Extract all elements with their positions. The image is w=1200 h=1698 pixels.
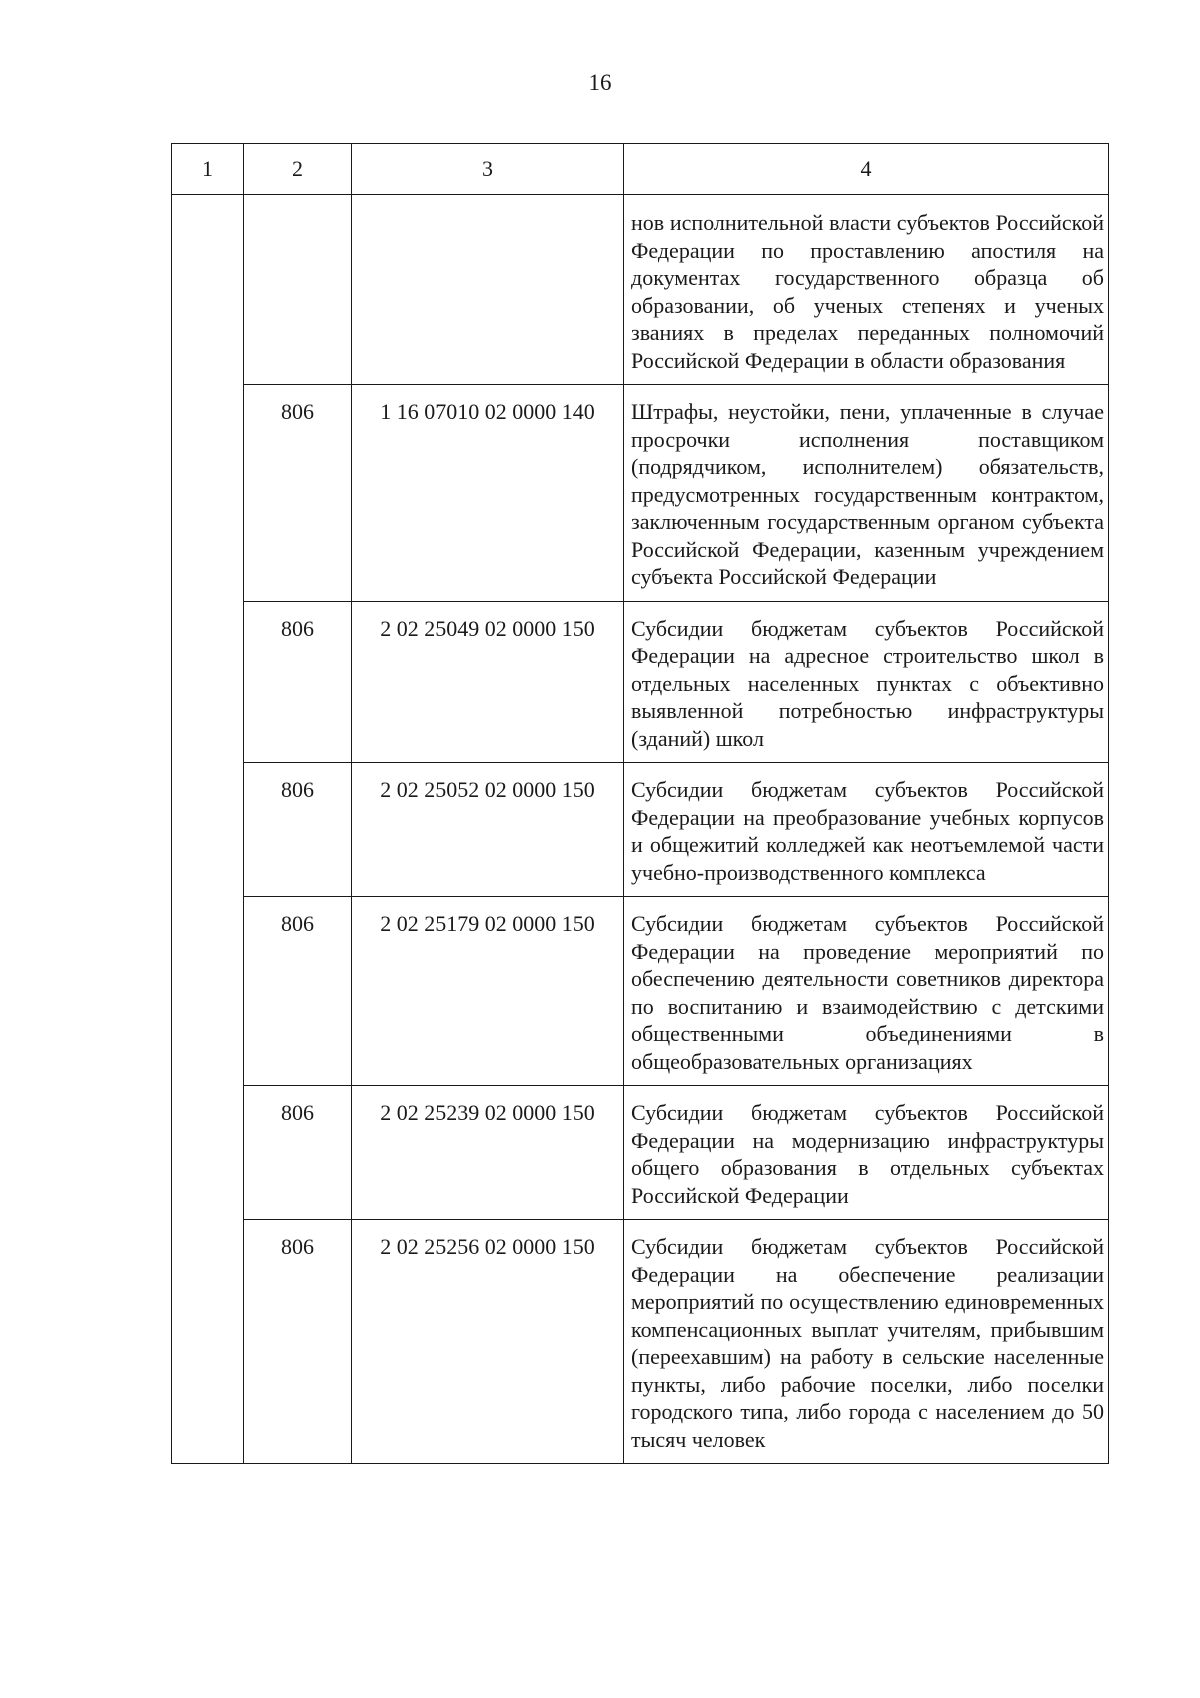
cell-admin-code: 806 bbox=[244, 1220, 352, 1464]
table-row bbox=[172, 897, 1109, 1086]
cell-col-1 bbox=[172, 897, 244, 1086]
cell-admin-code: 806 bbox=[244, 1086, 352, 1220]
cell-admin-code: 806 bbox=[244, 601, 352, 763]
cell-budget-code: 2 02 25239 02 0000 150 bbox=[352, 1086, 624, 1220]
header-col-4: 4 bbox=[624, 144, 1109, 195]
cell-description: Субсидии бюджетам субъектов Российской Федерации на обеспечение реализации мероприятий по осуществлению единовременных компенсационных выплат учителям, прибывшим (переехавшим) на работу в сельские населенные пункты, либо рабочие поселки, либо поселки городского типа, либо города с населением до 50 тысяч человек bbox=[624, 1220, 1109, 1464]
table-row bbox=[172, 195, 1109, 385]
cell-description: Субсидии бюджетам субъектов Российской Федерации на модернизацию инфраструктуры общего образования в отдельных субъектах Российской Федерации bbox=[624, 1086, 1109, 1220]
table-row bbox=[172, 385, 1109, 602]
cell-admin-code: 806 bbox=[244, 763, 352, 897]
cell-admin-code bbox=[244, 195, 352, 385]
header-col-3: 3 bbox=[352, 144, 624, 195]
cell-budget-code bbox=[352, 195, 624, 385]
cell-description: нов исполнительной власти субъектов Российской Федерации по проставлению апостиля на документах государственного образца об образовании, об ученых степенях и ученых званиях в пределах переданных полномочий Российской Федерации в области образования bbox=[624, 195, 1109, 385]
header-col-1: 1 bbox=[172, 144, 244, 195]
cell-budget-code: 2 02 25179 02 0000 150 bbox=[352, 897, 624, 1086]
cell-admin-code: 806 bbox=[244, 385, 352, 602]
cell-description: Субсидии бюджетам субъектов Российской Федерации на адресное строительство школ в отдельных населенных пунктах с объективно выявленной потребностью инфраструктуры (зданий) школ bbox=[624, 601, 1109, 763]
budget-codes-table bbox=[171, 143, 1109, 1464]
cell-col-1 bbox=[172, 1086, 244, 1220]
cell-col-1 bbox=[172, 1220, 244, 1464]
table-header-row bbox=[172, 144, 1109, 195]
cell-budget-code: 2 02 25049 02 0000 150 bbox=[352, 601, 624, 763]
cell-description: Штрафы, неустойки, пени, уплаченные в случае просрочки исполнения поставщиком (подрядчиком, исполнителем) обязательств, предусмотренных государственным контрактом, заключенным государственным органом субъекта Российской Федерации, казенным учреждением субъекта Российской Федерации bbox=[624, 385, 1109, 602]
page-number: 16 bbox=[588, 70, 612, 95]
cell-admin-code: 806 bbox=[244, 897, 352, 1086]
table-row bbox=[172, 1220, 1109, 1464]
cell-budget-code: 2 02 25052 02 0000 150 bbox=[352, 763, 624, 897]
cell-description: Субсидии бюджетам субъектов Российской Федерации на преобразование учебных корпусов и общежитий колледжей как неотъемлемой части учебно-производственного комплекса bbox=[624, 763, 1109, 897]
cell-budget-code: 1 16 07010 02 0000 140 bbox=[352, 385, 624, 602]
table-row bbox=[172, 1086, 1109, 1220]
cell-col-1 bbox=[172, 195, 244, 385]
header-col-2: 2 bbox=[244, 144, 352, 195]
cell-col-1 bbox=[172, 385, 244, 602]
cell-budget-code: 2 02 25256 02 0000 150 bbox=[352, 1220, 624, 1464]
table-row bbox=[172, 601, 1109, 763]
cell-description: Субсидии бюджетам субъектов Российской Федерации на проведение мероприятий по обеспечению деятельности советников директора по воспитанию и взаимодействию с детскими общественными объединениями в общеобразовательных организациях bbox=[624, 897, 1109, 1086]
table-row bbox=[172, 763, 1109, 897]
cell-col-1 bbox=[172, 763, 244, 897]
cell-col-1 bbox=[172, 601, 244, 763]
